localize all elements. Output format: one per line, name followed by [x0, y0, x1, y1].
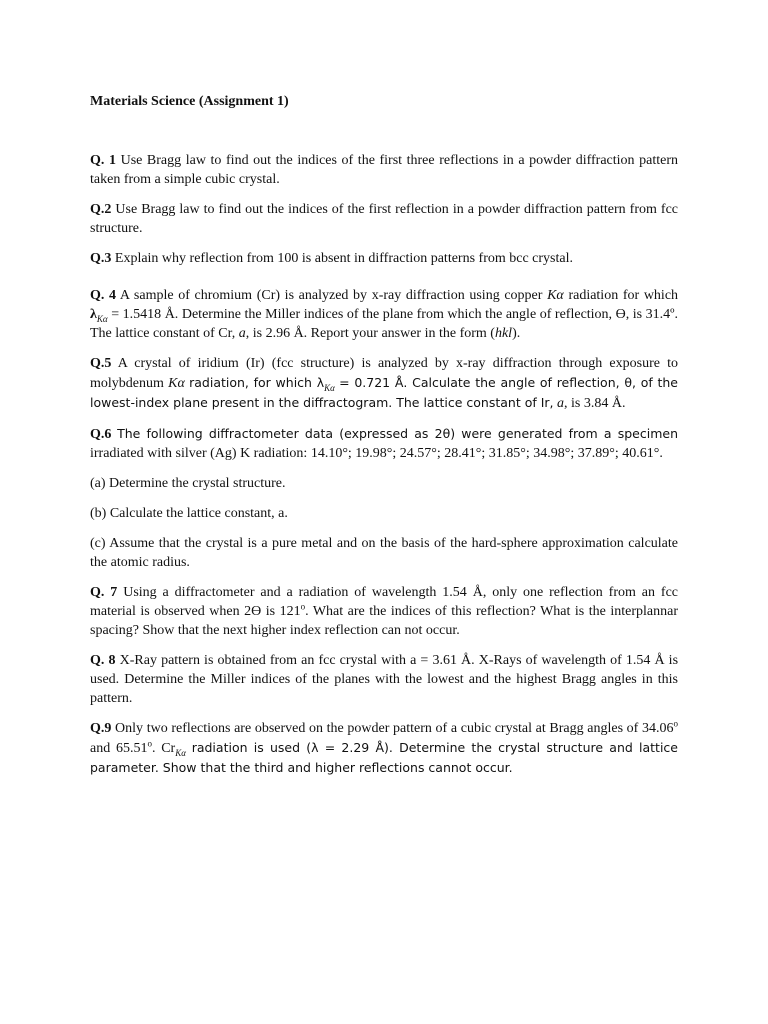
question-text: . What are the indices of this reflection? What is the interplannar spacing? Show that the next higher index reflection can not occur.	[90, 604, 678, 638]
question-text: . Cr	[151, 741, 176, 756]
question-text: = 1.5418 Å. Determine the Miller indices of the plane from which the angle of reflection, ϴ, is 31.4º. The lattice constant of Cr,	[90, 307, 679, 341]
question-6c	[90, 534, 678, 572]
question-5	[90, 354, 678, 413]
question-number: Q.6	[90, 427, 112, 442]
question-text: Using a diffractometer and a radiation of wavelength 1.54 Å, only one reflection from an fcc material is observed when 2ϴ is 121	[90, 585, 679, 619]
k-alpha-subscript: Kα	[324, 382, 335, 393]
question-number: Q.3	[90, 251, 112, 266]
question-text: The following diffractometer data (expressed as 2θ) were generated from a specimen	[117, 426, 679, 441]
k-alpha-symbol: Kα	[168, 376, 185, 391]
k-alpha-subscript: Kα	[96, 313, 108, 324]
question-number: Q.5	[90, 356, 112, 371]
lattice-symbol: a	[238, 326, 246, 341]
question-text: X-Ray pattern is obtained from an fcc crystal with a = 3.61 Å. X-Rays of wavelength of 1.54 Å is used. Determine the Miller indices of the planes with the lowest and the highest Bragg angles in this pattern.	[90, 653, 679, 706]
question-number: Q. 1	[90, 153, 116, 168]
assignment-body	[90, 92, 678, 778]
page-title: Materials Science (Assignment 1)	[90, 94, 289, 109]
question-number: Q.2	[90, 202, 112, 217]
question-text: Only two reflections are observed on the powder pattern of a cubic crystal at Bragg angles of 34.06	[115, 721, 674, 736]
question-text: (b) Calculate the lattice constant, a.	[90, 506, 288, 521]
lattice-symbol: a	[557, 396, 565, 411]
degree-superscript: o	[300, 601, 306, 612]
degree-superscript: o	[673, 718, 678, 729]
question-number: Q. 4	[90, 288, 117, 303]
question-1	[90, 151, 678, 189]
question-number: Q.9	[90, 721, 112, 736]
question-4	[90, 286, 678, 343]
question-text: , is 2.96 Å. Report your answer in the form (	[245, 326, 495, 341]
question-text: ).	[512, 326, 521, 341]
question-text: radiation for which	[568, 288, 679, 303]
lambda-symbol: λ	[90, 307, 97, 322]
question-8	[90, 651, 678, 708]
question-number: Q. 8	[90, 653, 116, 668]
question-text: irradiated with silver (Ag) K radiation: 14.10°; 19.98°; 24.57°; 28.41°; 31.85°; 34.98°; 37.89°; 40.61°.	[90, 446, 663, 461]
question-3	[90, 249, 678, 268]
question-text: Use Bragg law to find out the indices of the first reflection in a powder diffraction pattern from fcc structure.	[90, 202, 678, 236]
question-9	[90, 719, 678, 778]
question-text: (a) Determine the crystal structure.	[90, 476, 286, 491]
question-text: radiation, for which λ	[189, 375, 325, 390]
question-number: Q. 7	[90, 585, 118, 600]
question-text: Explain why reflection from 100 is absent in diffraction patterns from bcc crystal.	[114, 251, 573, 266]
question-6b	[90, 504, 678, 523]
question-6	[90, 424, 678, 463]
question-text: A sample of chromium (Cr) is analyzed by x-ray diffraction using copper	[119, 288, 543, 303]
question-text: = 0.721 Å. Calculate the angle of reflection, θ, of the lowest-index plane present in the diffractogram. The lattice constant of Ir,	[90, 375, 678, 410]
question-2	[90, 200, 678, 238]
question-text: , is 3.84 Å.	[564, 396, 626, 411]
k-alpha-symbol: Kα	[547, 288, 564, 303]
hkl-symbol: hkl	[494, 326, 513, 341]
degree-superscript: o	[147, 738, 152, 749]
question-text: radiation is used (λ = 2.29 Å). Determine the crystal structure and lattice parameter. Show that the third and higher reflections cannot occur.	[90, 740, 678, 775]
k-alpha-subscript: Kα	[175, 747, 186, 758]
question-text: and 65.51	[90, 741, 148, 756]
question-7	[90, 583, 678, 640]
question-text: Use Bragg law to find out the indices of the first three reflections in a powder diffraction pattern taken from a simple cubic crystal.	[90, 153, 679, 187]
question-6a	[90, 474, 678, 493]
question-text: (c) Assume that the crystal is a pure metal and on the basis of the hard-sphere approximation calculate the atomic radius.	[90, 536, 678, 570]
question-text: A crystal of iridium (Ir) (fcc structure) is analyzed by x-ray diffraction through exposure to molybdenum	[90, 356, 678, 391]
